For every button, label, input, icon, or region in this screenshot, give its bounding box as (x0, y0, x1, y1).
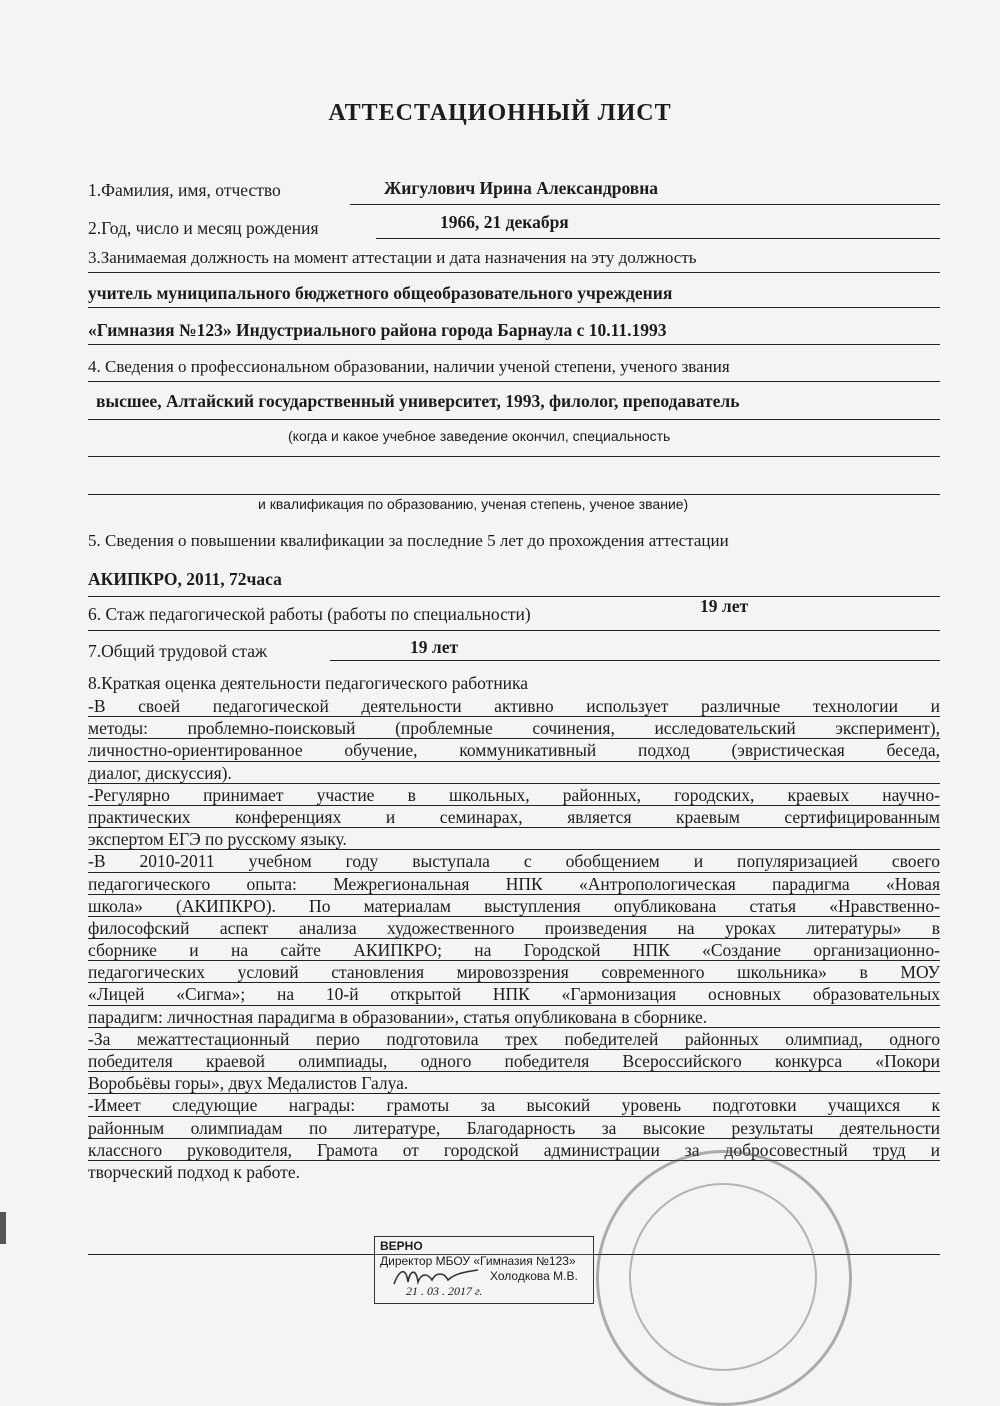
stamp-director: Директор МБОУ «Гимназия №123» (380, 1254, 576, 1268)
field-3-value-line1: учитель муниципального бюджетного общеобразовательного учреждения (88, 283, 673, 303)
field-2-label: 2.Год, число и месяц рождения (88, 218, 319, 238)
round-seal (596, 1150, 852, 1406)
field-3-label-underline (88, 272, 940, 273)
assessment-line: парадигм: личностная парадигма в образовании», статья опубликована в сборнике. (88, 1006, 940, 1028)
assessment-line: районным олимпиадам по литературе, Благодарность за высокие результаты деятельности (88, 1117, 940, 1138)
assessment-line: -Регулярно принимает участие в школьных, районных, городских, краевых научно- (88, 784, 940, 805)
field-4-caption-1: (когда и какое учебное заведение окончил, специальность (288, 428, 671, 444)
assessment-line: школа» (АКИПКРО). По материалам выступления опубликована статья «Нравственно- (88, 895, 940, 916)
assessment-line: Воробьёвы горы», двух Медалистов Галуа. (88, 1072, 940, 1094)
field-4-caption-2: и квалификация по образованию, ученая степень, ученое звание) (258, 496, 689, 512)
assessment-line: личностно-ориентированное обучение, коммуникативный подход (эвристическая беседа, (88, 740, 940, 761)
assessment-line: -Имеет следующие награды: грамоты за высокий уровень подготовки учащихся к (88, 1095, 940, 1116)
field-7-value: 19 лет (410, 637, 459, 657)
field-3-value-line1-underline (88, 307, 940, 308)
assessment-line: творческий подход к работе. (88, 1161, 300, 1182)
margin-mark (0, 1212, 6, 1244)
field-4-value: высшее, Алтайский государственный университет, 1993, филолог, преподаватель (96, 391, 740, 411)
field-3-value-line2: «Гимназия №123» Индустриального района города Барнаула с 10.11.1993 (88, 320, 667, 340)
field-3-value-line2-underline (88, 344, 940, 345)
stamp-verno: ВЕРНО (380, 1239, 423, 1253)
assessment-line: педагогического опыта: Межрегиональная НПК «Антропологическая парадигма «Новая (88, 873, 940, 894)
field-4-label: 4. Сведения о профессиональном образовании, наличии ученой степени, ученого звания (88, 357, 730, 376)
stamp-date: 21 . 03 . 2017 г. (406, 1284, 483, 1298)
field-8-label: 8.Краткая оценка деятельности педагогического работника (88, 673, 529, 693)
field-6-underline (88, 630, 940, 631)
assessment-line: -В 2010-2011 учебном году выступала с обобщением и популяризацией своего (88, 851, 940, 872)
field-5-value: АКИПКРО, 2011, 72часа (88, 569, 282, 589)
field-4-blank-line-2 (88, 494, 940, 495)
assessment-line: классного руководителя, Грамота от городской администрации за добросовестный труд и (88, 1139, 940, 1160)
field-7-label: 7.Общий трудовой стаж (88, 641, 268, 661)
field-7-underline (330, 660, 940, 661)
assessment-line: методы: проблемно-поисковый (проблемные сочинения, исследовательский эксперимент), (88, 718, 940, 739)
field-1-value: Жигулович Ирина Александровна (384, 178, 659, 198)
field-1-label: 1.Фамилия, имя, отчество (88, 180, 281, 200)
assessment-line: экспертом ЕГЭ по русскому языку. (88, 828, 940, 850)
assessment-line: победителя краевой олимпиады, одного победителя Всероссийского конкурса «Покори (88, 1051, 940, 1071)
field-5-label: 5. Сведения о повышении квалификации за последние 5 лет до прохождения аттестации (88, 531, 729, 550)
signature (392, 1262, 482, 1292)
assessment-text (88, 695, 940, 1183)
assessment-line: педагогических условий становления мировоззрения современного школьника» в МОУ (88, 962, 940, 983)
field-4-value-underline (88, 419, 940, 420)
field-1-underline (350, 204, 940, 205)
field-3-label: 3.Занимаемая должность на момент аттестации и дата назначения на эту должность (88, 248, 697, 267)
assessment-line: -За межаттестационный перио подготовила трех победителей районных олимпиад, одного (88, 1028, 940, 1049)
assessment-line: -В своей педагогической деятельности активно использует различные технологии и (88, 696, 940, 716)
assessment-line: философский аспект анализа художественного произведения на уроках литературы» в (88, 917, 940, 938)
assessment-line: «Лицей «Сигма»; на 10-й открытой НПК «Гармонизация основных образовательных (88, 984, 940, 1005)
field-4-blank-line-1 (88, 456, 940, 457)
field-2-underline (376, 238, 940, 239)
assessment-line: практических конференциях и семинарах, является краевым сертифицированным (88, 806, 940, 827)
field-2-value: 1966, 21 декабря (440, 212, 569, 232)
assessment-line: диалог, дискуссия). (88, 762, 940, 784)
assessment-line: сборнике и на сайте АКИПКРО; на Городской НПК «Создание организационно- (88, 940, 940, 961)
stamp-name: Холодкова М.В. (490, 1269, 578, 1283)
field-4-label-underline (88, 381, 940, 382)
document-title: АТТЕСТАЦИОННЫЙ ЛИСТ (328, 100, 672, 126)
field-5-underline (88, 596, 940, 597)
field-6-label: 6. Стаж педагогической работы (работы по специальности) (88, 604, 531, 624)
field-6-value: 19 лет (700, 596, 749, 616)
